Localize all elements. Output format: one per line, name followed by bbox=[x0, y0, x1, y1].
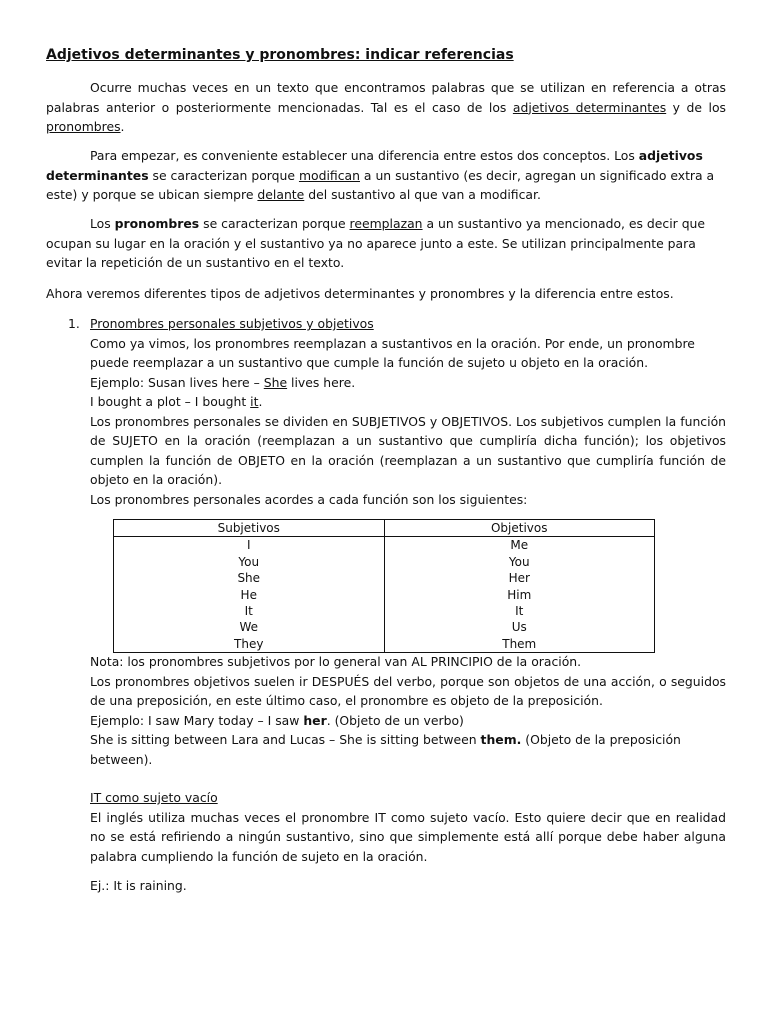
text-run: (Objeto de la preposición between). bbox=[90, 732, 681, 767]
table-cell: Us bbox=[384, 619, 655, 635]
bold-word: them. bbox=[480, 732, 522, 747]
text-run: I bought a plot – I bought bbox=[90, 394, 251, 409]
subsection-it bbox=[90, 788, 726, 896]
intro-paragraph-2 bbox=[46, 146, 726, 205]
section-1-heading: Pronombres personales subjetivos y objetivos bbox=[90, 316, 374, 331]
text-run: . bbox=[120, 119, 125, 134]
text-run: Ejemplo: Susan lives here – bbox=[90, 374, 264, 390]
subsection-heading: IT como sujeto vacío bbox=[90, 790, 218, 805]
underlined-word: it bbox=[250, 394, 259, 409]
list-number: 1. bbox=[68, 316, 80, 331]
table-row bbox=[114, 537, 655, 554]
table-row bbox=[114, 554, 655, 570]
note-1: Nota: los pronombres subjetivos por lo general van AL PRINCIPIO de la oración. bbox=[90, 654, 582, 669]
example-4 bbox=[90, 730, 726, 769]
bold-term: adjetivos determinantes bbox=[46, 148, 703, 183]
table-cell: I bbox=[114, 537, 385, 554]
table-row bbox=[114, 603, 655, 619]
table-cell: She bbox=[114, 570, 385, 586]
table-row bbox=[114, 636, 655, 653]
example-3 bbox=[90, 711, 726, 731]
table-cell: They bbox=[114, 636, 385, 653]
bold-term: pronombres bbox=[114, 216, 200, 231]
text-run: se caracterizan porque bbox=[199, 216, 350, 231]
table-cell: Them bbox=[384, 636, 655, 653]
intro-paragraph-1 bbox=[46, 78, 726, 137]
subsection-text: El inglés utiliza muchas veces el pronombre IT como sujeto vacío. Esto quiere decir que en realidad no se está refiriendo a ningún sustantivo, sino que simplemente está allí porque debe haber alguna palabra cumpliendo la función de sujeto en la oración. bbox=[90, 809, 726, 864]
text-run: a un sustantivo (es decir, agregan un significado extra a este) y porque se ubican siempre bbox=[46, 167, 715, 202]
intro-paragraph-4: Ahora veremos diferentes tipos de adjetivos determinantes y pronombres y la diferencia entre estos. bbox=[46, 286, 674, 301]
table-cell: Me bbox=[384, 537, 655, 554]
underlined-term-adjetivos: adjetivos determinantes bbox=[512, 99, 667, 115]
pronouns-table bbox=[113, 519, 655, 653]
text-run: Para empezar, es conveniente establecer una diferencia entre estos dos conceptos. Los bbox=[90, 148, 639, 163]
text-run: Ocurre muchas veces en un texto que encontramos palabras que se utilizan en referencia a otras palabras anterior o posteriormente mencionadas. Tal es el caso de los bbox=[46, 80, 726, 115]
text-run: Los bbox=[90, 216, 115, 231]
table-row bbox=[114, 587, 655, 603]
subsection-example: Ej.: It is raining. bbox=[90, 878, 187, 893]
table-cell: Her bbox=[384, 570, 655, 586]
section-1-text-2: Los pronombres personales se dividen en SUBJETIVOS y OBJETIVOS. Los subjetivos cumplen la función de SUJETO en la oración (reemplazan a un sustantivo que cumpliría dicha función); los objetivos cumplen la función de OBJETO en la oración (reemplazan a un sustantivo que cumpliría función de objeto en la oración). bbox=[90, 413, 726, 487]
text-run: y de los bbox=[666, 99, 726, 115]
underlined-term: reemplazan bbox=[349, 216, 423, 231]
intro-paragraph-3 bbox=[46, 214, 726, 273]
text-run: Ejemplo: I saw Mary today – I saw bbox=[90, 712, 304, 728]
table-header-row bbox=[114, 520, 655, 537]
table-row bbox=[114, 619, 655, 635]
table-row bbox=[114, 570, 655, 586]
table-cell: He bbox=[114, 587, 385, 603]
note-2: Los pronombres objetivos suelen ir DESPUÉS del verbo, porque son objetos de una acción, o seguidos de una preposición, en este último caso, el pronombre es objeto de la preposición. bbox=[90, 673, 726, 708]
header-objetivos: Objetivos bbox=[384, 520, 655, 537]
table-cell: You bbox=[114, 554, 385, 570]
table-cell: Him bbox=[384, 587, 655, 603]
text-run: del sustantivo al que van a modificar. bbox=[304, 187, 541, 202]
table-cell: You bbox=[384, 554, 655, 570]
text-run: . bbox=[258, 394, 263, 409]
text-run: se caracterizan porque bbox=[148, 167, 299, 183]
example-2 bbox=[90, 392, 726, 412]
text-run: . (Objeto de un verbo) bbox=[326, 712, 464, 728]
bold-word: her bbox=[303, 712, 327, 728]
table-cell: It bbox=[114, 603, 385, 619]
section-1-text-1: Como ya vimos, los pronombres reemplazan a sustantivos en la oración. Por ende, un pronombre puede reemplazar a un sustantivo que cumple la función de sujeto u objeto en la oración. bbox=[90, 335, 695, 370]
text-run: lives here. bbox=[287, 374, 356, 390]
underlined-term: delante bbox=[257, 187, 305, 202]
text-run: She is sitting between Lara and Lucas – She is sitting between bbox=[90, 732, 481, 747]
document-title: Adjetivos determinantes y pronombres: indicar referencias bbox=[46, 47, 514, 63]
text-run: a un sustantivo ya mencionado, es decir que ocupan su lugar en la oración y el sustantivo ya no aparece junto a este. Se utilizan principalmente para evitar la repetición de un sustantivo en el texto. bbox=[46, 216, 706, 270]
example-1 bbox=[90, 373, 726, 393]
underlined-term: modifican bbox=[298, 167, 360, 183]
underlined-word: She bbox=[263, 374, 288, 390]
section-1-content bbox=[90, 314, 726, 509]
section-1-notes bbox=[90, 652, 726, 769]
section-1-text-3: Los pronombres personales acordes a cada función son los siguientes: bbox=[90, 491, 528, 507]
underlined-term-pronombres: pronombres bbox=[46, 119, 121, 134]
header-subjetivos: Subjetivos bbox=[114, 520, 385, 537]
table-cell: We bbox=[114, 619, 385, 635]
table-cell: It bbox=[384, 603, 655, 619]
